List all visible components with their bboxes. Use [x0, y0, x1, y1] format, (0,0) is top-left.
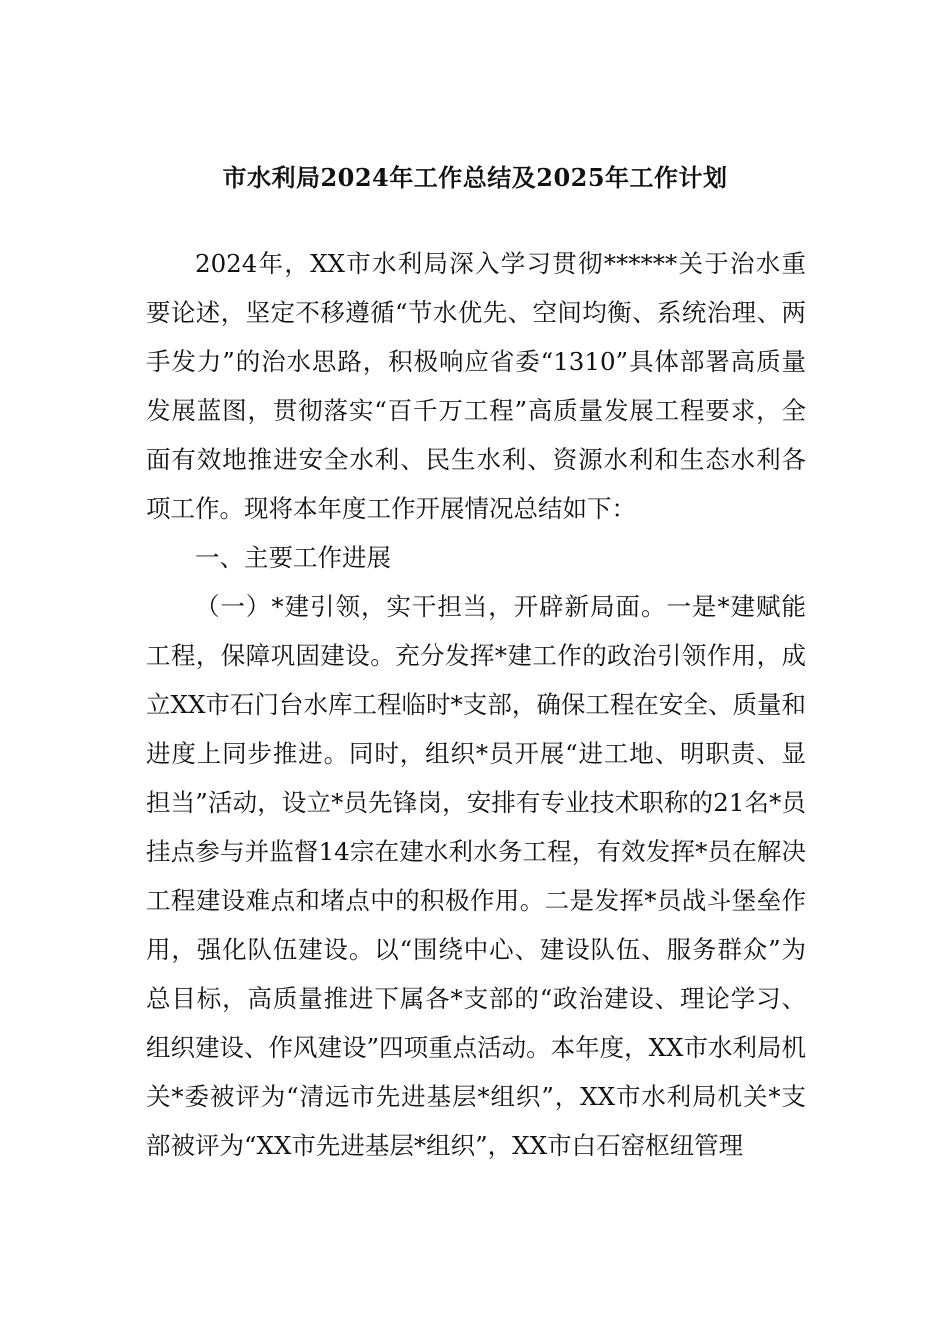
- document-body: [146, 239, 806, 1170]
- section-paragraph: （一）*建引领，实干担当，开辟新局面。一是*建赋能工程，保障巩固建设。充分发挥*建工作的政治引领作用，成立XX市石门台水库工程临时*支部，确保工程在安全、质量和进度上同步推进。同时，组织*员开展“进工地、明职责、显担当”活动，设立*员先锋岗，安排有专业技术职称的21名*员挂点参与并监督14宗在建水利水务工程，有效发挥*员在解决工程建设难点和堵点中的积极作用。二是发挥*员战斗堡垒作用，强化队伍建设。以“围绕中心、建设队伍、服务群众”为总目标，高质量推进下属各*支部的“政治建设、理论学习、组织建设、作风建设”四项重点活动。本年度，XX市水利局机关*委被评为“清远市先进基层*组织”，XX市水利局机关*支部被评为“XX市先进基层*组织”，XX市白石窑枢纽管理: [146, 592, 806, 1160]
- intro-paragraph: 2024年，XX市水利局深入学习贯彻******关于治水重要论述，坚定不移遵循“节水优先、空间均衡、系统治理、两手发力”的治水思路，积极响应省委“1310”具体部署高质量发展蓝图，贯彻落实“百千万工程”高质量发展工程要求，全面有效地推进安全水利、民生水利、资源水利和生态水利各项工作。现将本年度工作开展情况总结如下：: [146, 249, 806, 523]
- section-heading: 一、主要工作进展: [195, 543, 391, 572]
- document-title: 市水利局2024年工作总结及2025年工作计划: [222, 163, 728, 192]
